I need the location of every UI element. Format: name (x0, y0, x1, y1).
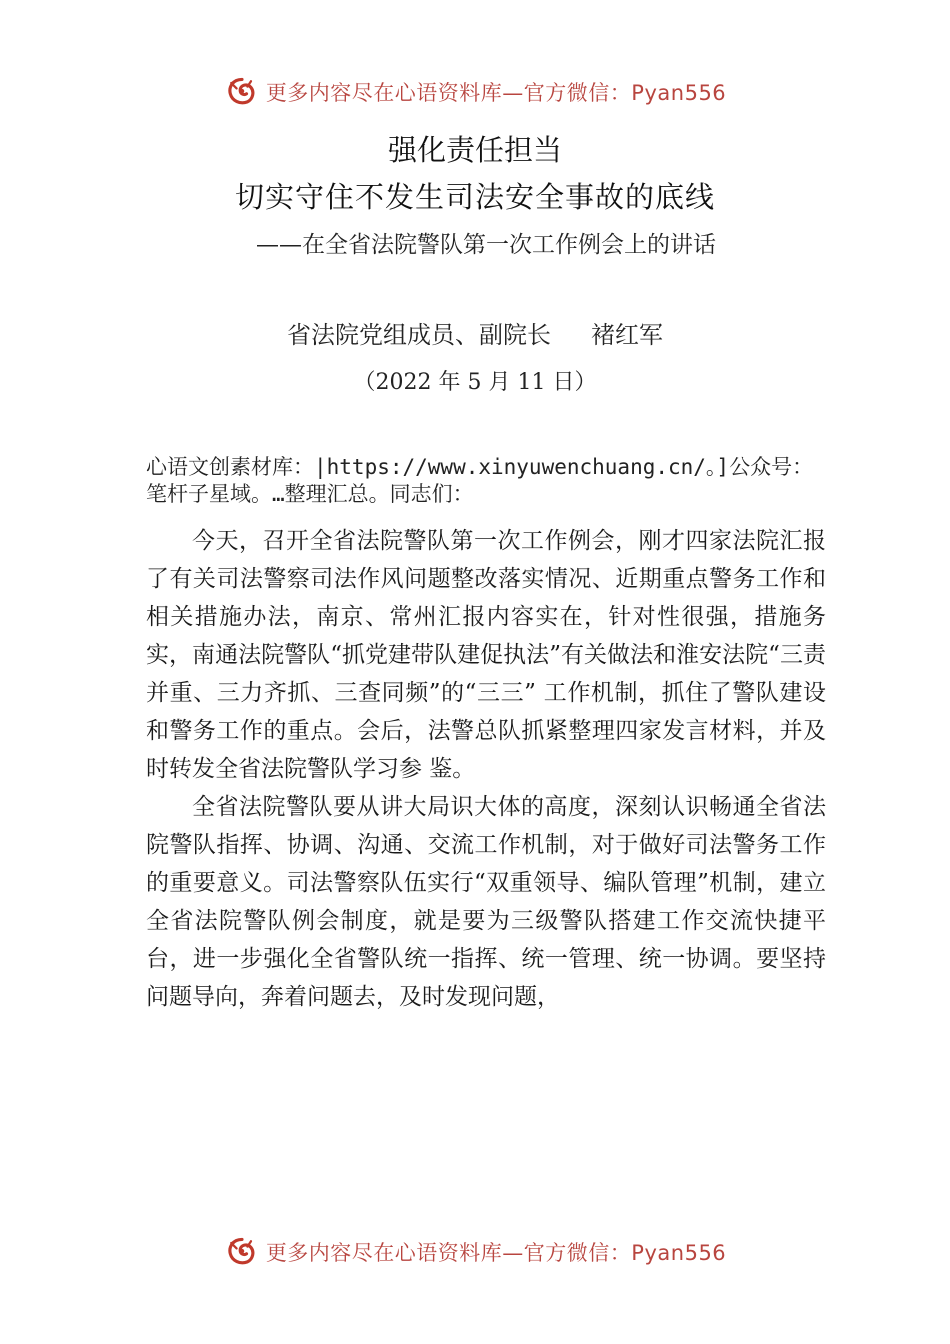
speech-date: （2022 年 5 月 11 日） (353, 370, 597, 395)
watermark-text: 更多内容尽在心语资料库—官方微信：Pyan556 (265, 1241, 727, 1265)
author-title: 省法院党组成员、副院长 (287, 321, 551, 349)
author-line (0, 315, 950, 350)
author-name: 褚红军 (591, 321, 663, 349)
body-paragraph: 今天，召开全省法院警队第一次工作例会，刚才四家法院汇报了有关司法警察司法作风问题整改落实情况、近期重点警务工作和相关措施办法，南京、常州汇报内容实在，针对性很强，措施务实，南通法院警队“抓党建带队建促执法”有关做法和淮安法院“三责并重、三力齐抓、三查同频”的“三三” 工作机制，抓住了警队建设和警务工作的重点。会后，法警总队抓紧整理四家发言材料，并及时转发全省法院警队学习参 鉴。 (146, 528, 826, 782)
body-paragraph: 全省法院警队要从讲大局识大体的高度，深刻认识畅通全省法院警队指挥、协调、沟通、交流工作机制，对于做好司法警务工作的重要意义。司法警察队伍实行“双重领导、编队管理”机制，建立全省法院警队例会制度，就是要为三级警队搭建工作交流快捷平台，进一步强化全省警队统一指挥、统一管理、统一协调。要坚持问题导向，奔着问题去，及时发现问题， (146, 794, 826, 1010)
document-title-line-2: 切实守住不发生司法安全事故的底线 (234, 180, 715, 214)
red-swirl-logo-icon (224, 1234, 260, 1270)
watermark-text: 更多内容尽在心语资料库—官方微信：Pyan556 (265, 81, 727, 105)
red-swirl-logo-icon (224, 74, 260, 110)
document-subtitle: ——在全省法院警队第一次工作例会上的讲话 (256, 232, 716, 258)
header-watermark (0, 72, 950, 112)
document-body (146, 522, 826, 1016)
document-title-line-1: 强化责任担当 (387, 133, 562, 167)
source-note: 心语文创素材库：|https://www.xinyuwenchuang.cn/。]公众号：笔杆子星域。…整理汇总。同志们： (146, 455, 814, 506)
footer-watermark (0, 1232, 950, 1272)
